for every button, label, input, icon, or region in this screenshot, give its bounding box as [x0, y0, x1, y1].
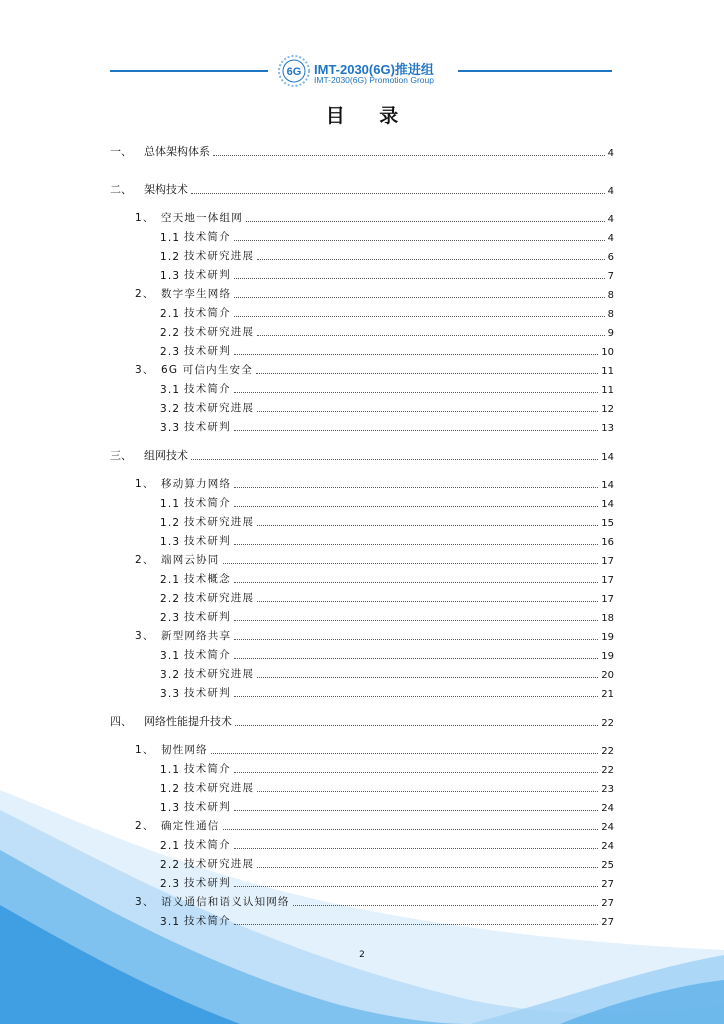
toc-entry-title: 技术研究进展 — [184, 402, 255, 414]
toc-dot-leader — [234, 487, 598, 488]
toc-entry-title: 技术研究进展 — [184, 516, 255, 528]
toc-dot-leader — [246, 221, 605, 222]
toc-dot-leader — [293, 905, 599, 906]
toc-subsection[interactable] — [160, 266, 614, 282]
toc-section[interactable] — [135, 741, 614, 757]
toc-entry-number: 3.2 — [160, 669, 181, 681]
toc-entry-title: 技术简介 — [184, 763, 231, 775]
toc-entry-title: 架构技术 — [144, 183, 188, 196]
toc-entry-page: 10 — [601, 347, 614, 358]
toc-entry-number: 1.1 — [160, 498, 181, 510]
toc-subsection[interactable] — [160, 684, 614, 700]
page-header — [0, 0, 724, 100]
toc-subsection[interactable] — [160, 665, 614, 681]
toc-entry-page: 12 — [601, 404, 614, 415]
toc-section[interactable] — [135, 551, 614, 567]
toc-entry-page: 19 — [601, 632, 614, 643]
toc-section[interactable] — [135, 209, 614, 225]
toc-entry-title: 技术研判 — [184, 269, 231, 281]
toc-entry-title: 移动算力网络 — [161, 478, 232, 490]
toc-entry-title: 技术研究进展 — [184, 592, 255, 604]
toc-entry-page: 24 — [601, 803, 614, 814]
toc-section[interactable] — [135, 475, 614, 491]
toc-entry-number: 3.3 — [160, 688, 181, 700]
toc-entry-title: 韧性网络 — [161, 744, 208, 756]
toc-dot-leader — [256, 373, 598, 374]
toc-entry-page: 23 — [601, 784, 614, 795]
toc-dot-leader — [234, 639, 598, 640]
toc-entry-page: 17 — [601, 575, 614, 586]
toc-entry-number: 3、 — [135, 630, 155, 642]
toc-entry-number: 3、 — [135, 896, 155, 908]
toc-dot-leader — [191, 459, 598, 460]
toc-entry-title: 技术研判 — [184, 877, 231, 889]
toc-entry-page: 14 — [601, 499, 614, 510]
toc-entry-number: 一、 — [110, 145, 132, 158]
toc-subsection[interactable] — [160, 646, 614, 662]
logo-title: IMT-2030(6G)推进组 — [314, 62, 434, 77]
header-rule-right — [458, 70, 612, 72]
toc-entry-title: 技术研判 — [184, 421, 231, 433]
toc-dot-leader — [234, 620, 598, 621]
toc-entry-title: 技术简介 — [184, 649, 231, 661]
toc-entry-page: 4 — [607, 148, 614, 159]
toc-subsection[interactable] — [160, 874, 614, 890]
toc-subsection[interactable] — [160, 589, 614, 605]
toc-dot-leader — [235, 725, 598, 726]
toc-entry-number: 2.3 — [160, 612, 181, 624]
toc-entry-title: 技术研判 — [184, 611, 231, 623]
toc-dot-leader — [257, 411, 598, 412]
toc-dot-leader — [234, 848, 598, 849]
toc-entry-number: 2.1 — [160, 840, 181, 852]
toc-dot-leader — [234, 772, 598, 773]
toc-subsection[interactable] — [160, 228, 614, 244]
toc-entry-title: 技术简介 — [184, 497, 231, 509]
toc-dot-leader — [234, 354, 598, 355]
toc-entry-page: 6 — [607, 252, 614, 263]
toc-entry-title: 技术研究进展 — [184, 668, 255, 680]
toc-dot-leader — [234, 316, 605, 317]
toc-entry-title: 新型网络共享 — [161, 630, 232, 642]
toc-entry-number: 1.3 — [160, 536, 181, 548]
toc-dot-leader — [257, 335, 604, 336]
toc-entry-number: 3.1 — [160, 650, 181, 662]
toc-subsection[interactable] — [160, 380, 614, 396]
toc-entry-page: 8 — [607, 309, 614, 320]
toc-entry-page: 17 — [601, 556, 614, 567]
toc-entry-title: 技术研判 — [184, 535, 231, 547]
toc-subsection[interactable] — [160, 513, 614, 529]
toc-entry-title: 空天地一体组网 — [161, 212, 243, 224]
toc-entry-number: 3、 — [135, 364, 155, 376]
toc-subsection[interactable] — [160, 798, 614, 814]
toc-chapter[interactable] — [110, 447, 614, 463]
toc-entry-number: 1.2 — [160, 783, 181, 795]
toc-entry-title: 技术研判 — [184, 801, 231, 813]
toc-dot-leader — [234, 506, 598, 507]
toc-entry-number: 1、 — [135, 212, 155, 224]
toc-dot-leader — [257, 867, 598, 868]
toc-entry-page: 8 — [607, 290, 614, 301]
toc-subsection[interactable] — [160, 570, 614, 586]
toc-entry-page: 4 — [607, 214, 614, 225]
imt2030-6g-logo-icon — [276, 53, 312, 89]
toc-entry-title: 技术简介 — [184, 307, 231, 319]
toc-entry-title: 技术概念 — [184, 573, 231, 585]
toc-entry-number: 3.1 — [160, 916, 181, 928]
toc-entry-number: 2、 — [135, 554, 155, 566]
toc-entry-page: 19 — [601, 651, 614, 662]
toc-dot-leader — [234, 582, 598, 583]
toc-entry-page: 24 — [601, 841, 614, 852]
toc-section[interactable] — [135, 627, 614, 643]
toc-dot-leader — [223, 829, 599, 830]
toc-entry-title: 技术研判 — [184, 687, 231, 699]
toc-entry-title: 技术简介 — [184, 231, 231, 243]
toc-entry-page: 14 — [601, 452, 614, 463]
toc-subsection[interactable] — [160, 494, 614, 510]
toc-subsection[interactable] — [160, 912, 614, 928]
toc-entry-title: 技术研究进展 — [184, 782, 255, 794]
toc-entry-page: 4 — [607, 233, 614, 244]
toc-entry-title: 技术简介 — [184, 383, 231, 395]
toc-entry-page: 22 — [601, 746, 614, 757]
toc-entry-title: 语义通信和语义认知网络 — [161, 896, 290, 908]
toc-title: 目 录 — [325, 105, 413, 127]
toc-entry-title: 总体架构体系 — [144, 145, 210, 158]
toc-dot-leader — [223, 563, 599, 564]
toc-chapter[interactable] — [110, 713, 614, 729]
toc-chapter[interactable] — [110, 181, 614, 197]
toc-dot-leader — [234, 886, 598, 887]
toc-entry-title: 技术简介 — [184, 915, 231, 927]
toc-entry-number: 2.1 — [160, 308, 181, 320]
toc-section[interactable] — [135, 893, 614, 909]
toc-dot-leader — [234, 924, 598, 925]
toc-entry-number: 2、 — [135, 288, 155, 300]
toc-dot-leader — [191, 193, 605, 194]
toc-dot-leader — [257, 791, 598, 792]
toc-entry-page: 16 — [601, 537, 614, 548]
toc-section[interactable] — [135, 817, 614, 833]
toc-entry-number: 1.3 — [160, 802, 181, 814]
toc-entry-number: 2.2 — [160, 593, 181, 605]
toc-entry-number: 1.1 — [160, 764, 181, 776]
toc-section[interactable] — [135, 361, 614, 377]
toc-entry-title: 技术研判 — [184, 345, 231, 357]
toc-entry-title: 组网技术 — [144, 449, 188, 462]
toc-subsection[interactable] — [160, 836, 614, 852]
toc-dot-leader — [257, 525, 598, 526]
toc-entry-title: 数字孪生网络 — [161, 288, 232, 300]
logo-subtitle: IMT-2030(6G) Promotion Group — [314, 75, 434, 85]
toc-entry-number: 四、 — [110, 715, 132, 728]
toc-entry-number: 2.3 — [160, 346, 181, 358]
toc-entry-title: 6G 可信内生安全 — [161, 364, 253, 376]
toc-entry-number: 二、 — [110, 183, 132, 196]
toc-entry-number: 2.2 — [160, 859, 181, 871]
toc-subsection[interactable] — [160, 342, 614, 358]
toc-entry-page: 25 — [601, 860, 614, 871]
toc-entry-number: 1.3 — [160, 270, 181, 282]
logo-badge-text: 6G — [286, 66, 302, 78]
toc-entry-title: 端网云协同 — [161, 554, 220, 566]
toc-entry-page: 20 — [601, 670, 614, 681]
toc-entry-number: 1.1 — [160, 232, 181, 244]
toc-entry-number: 三、 — [110, 449, 132, 462]
toc-subsection[interactable] — [160, 399, 614, 415]
header-rule-left — [110, 70, 268, 72]
toc-subsection[interactable] — [160, 418, 614, 434]
toc-entry-page: 11 — [601, 366, 614, 377]
toc-entry-title: 技术研究进展 — [184, 326, 255, 338]
toc-entry-page: 7 — [607, 271, 614, 282]
toc-entry-number: 3.3 — [160, 422, 181, 434]
toc-entry-number: 2、 — [135, 820, 155, 832]
toc-subsection[interactable] — [160, 247, 614, 263]
toc-entry-title: 技术研究进展 — [184, 858, 255, 870]
toc-entry-page: 22 — [601, 765, 614, 776]
toc-dot-leader — [234, 696, 598, 697]
toc-entry-page: 27 — [601, 898, 614, 909]
toc-entry-page: 17 — [601, 594, 614, 605]
toc-entry-number: 2.2 — [160, 327, 181, 339]
toc-entry-number: 1.2 — [160, 517, 181, 529]
toc-entry-page: 9 — [607, 328, 614, 339]
toc-entry-page: 14 — [601, 480, 614, 491]
toc-entry-page: 18 — [601, 613, 614, 624]
page-number: 2 — [359, 950, 365, 960]
toc-dot-leader — [234, 544, 598, 545]
toc-dot-leader — [211, 753, 598, 754]
toc-dot-leader — [234, 810, 598, 811]
toc-dot-leader — [234, 240, 605, 241]
toc-entry-number: 1、 — [135, 478, 155, 490]
toc-entry-page: 22 — [601, 718, 614, 729]
toc-subsection[interactable] — [160, 760, 614, 776]
toc-entry-page: 27 — [601, 879, 614, 890]
toc-entry-number: 1、 — [135, 744, 155, 756]
toc-dot-leader — [257, 677, 598, 678]
toc-entry-page: 24 — [601, 822, 614, 833]
toc-dot-leader — [234, 658, 598, 659]
toc-entry-page: 21 — [601, 689, 614, 700]
toc-entry-page: 15 — [601, 518, 614, 529]
toc-subsection[interactable] — [160, 855, 614, 871]
toc-entry-page: 11 — [601, 385, 614, 396]
toc-entry-title: 技术简介 — [184, 839, 231, 851]
toc-subsection[interactable] — [160, 532, 614, 548]
toc-entry-title: 确定性通信 — [161, 820, 220, 832]
toc-section[interactable] — [135, 285, 614, 301]
toc-entry-number: 1.2 — [160, 251, 181, 263]
toc-dot-leader — [234, 278, 605, 279]
toc-entry-page: 13 — [601, 423, 614, 434]
toc-subsection[interactable] — [160, 323, 614, 339]
toc-entry-number: 2.3 — [160, 878, 181, 890]
toc-dot-leader — [257, 259, 604, 260]
toc-subsection[interactable] — [160, 608, 614, 624]
toc-entry-number: 2.1 — [160, 574, 181, 586]
toc-dot-leader — [213, 155, 605, 156]
toc-dot-leader — [234, 392, 598, 393]
toc-subsection[interactable] — [160, 779, 614, 795]
toc-entry-number: 3.2 — [160, 403, 181, 415]
toc-entry-page: 27 — [601, 917, 614, 928]
toc-dot-leader — [257, 601, 598, 602]
toc-subsection[interactable] — [160, 304, 614, 320]
toc-entry-page: 4 — [607, 186, 614, 197]
toc-chapter[interactable] — [110, 143, 614, 159]
toc-entry-number: 3.1 — [160, 384, 181, 396]
toc-entry-title: 技术研究进展 — [184, 250, 255, 262]
toc-dot-leader — [234, 297, 604, 298]
toc-entry-title: 网络性能提升技术 — [144, 715, 232, 728]
toc-dot-leader — [234, 430, 598, 431]
